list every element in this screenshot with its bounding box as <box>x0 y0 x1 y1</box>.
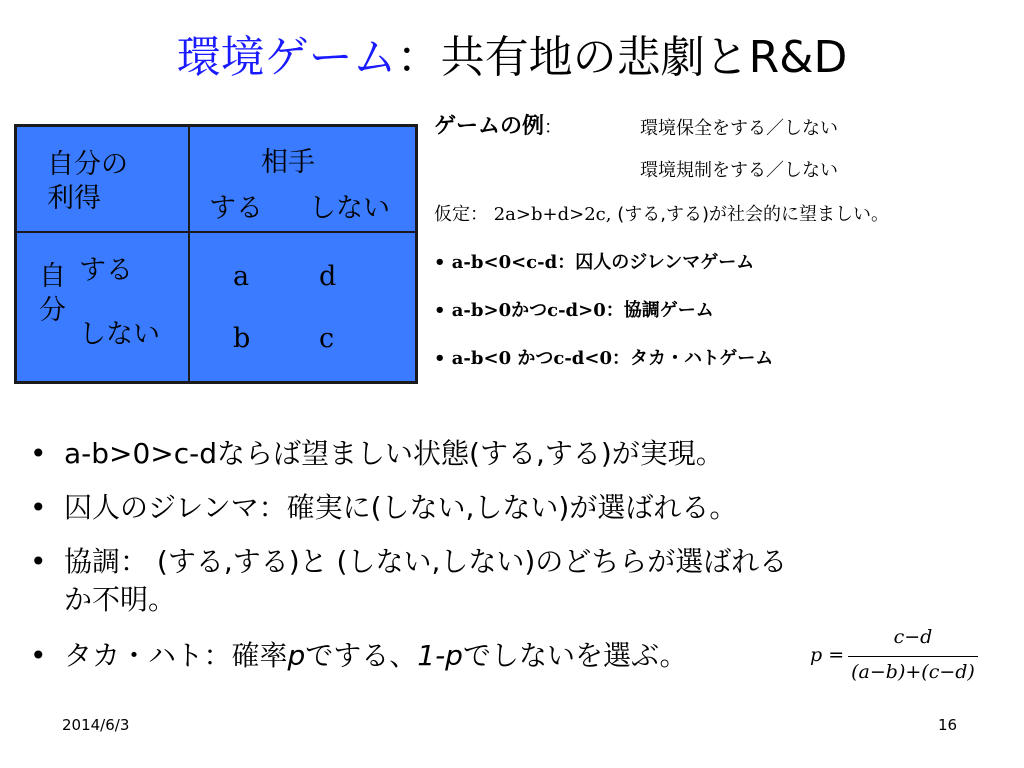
case2-formula2: c-d>0 <box>547 300 606 321</box>
examples-heading-line <box>434 114 562 141</box>
case3-mid: かつ <box>517 348 554 369</box>
opponent-label: 相手 <box>261 147 315 178</box>
examples-heading: ゲームの例 <box>434 114 545 139</box>
cell-dont-do: b <box>233 323 251 354</box>
assumption-line <box>434 202 889 228</box>
col-header-dont: しない <box>309 193 390 224</box>
col-header-do: する <box>209 193 263 224</box>
assumption-label: 仮定： <box>434 204 488 225</box>
probability-formula <box>800 616 990 696</box>
bullet-text: 囚人のジレンマ：確実に(しない,しない)が選ばれる。 <box>64 491 738 524</box>
footer-page-number: 16 <box>938 716 958 734</box>
formula-numerator: c−d <box>893 626 933 648</box>
case1-text: ：囚人のジレンマゲーム <box>557 252 755 273</box>
title-rest: ：共有地の悲劇とR&D <box>396 32 848 83</box>
formula-denominator: (a−b)+(c−d) <box>851 661 975 683</box>
bullet-text: か不明。 <box>64 583 177 616</box>
case2-text: ：協調ゲーム <box>605 300 714 321</box>
row-group-label-2: 分 <box>39 295 66 326</box>
bullet-text: 協調： (する,する)と (しない,しない)のどちらが選ばれる <box>64 545 788 578</box>
assumption-formula: 2a>b+d>2c, <box>493 204 612 225</box>
formula-fraction-bar <box>848 656 978 657</box>
bullet-text-part: でしないを選ぶ。 <box>462 639 688 672</box>
bullet-text <box>64 638 688 674</box>
bullet-dot: • <box>30 437 47 470</box>
bullet-dot: • <box>30 491 47 524</box>
bullet-dot: • <box>30 639 47 672</box>
case-prisoners-dilemma <box>434 250 754 276</box>
row-header-dont: しない <box>79 319 160 350</box>
row-header-do: する <box>79 255 133 286</box>
bullet-dot: • <box>30 545 47 578</box>
case3-formula: • a-b<0 <box>434 348 518 369</box>
cell-do-do: a <box>233 261 250 292</box>
table-horizontal-divider <box>17 231 415 233</box>
case-hawk-dove <box>434 346 773 372</box>
corner-label-line2: 利得 <box>47 183 101 214</box>
formula-lhs: p = <box>810 644 845 666</box>
case1-formula: • a-b<0<c-d <box>434 252 558 273</box>
bullet-text-part: でする、 <box>305 639 418 672</box>
bullet-text-one-minus-p: 1-p <box>417 639 463 672</box>
assumption-text: (する,する)が社会的に望ましい。 <box>617 204 889 225</box>
case-coordination <box>434 298 714 324</box>
bullet-text-part: タカ・ハト：確率 <box>64 639 288 672</box>
bullet-text-p: p <box>287 639 306 672</box>
cell-do-dont: d <box>319 261 337 292</box>
examples-heading-colon: ： <box>544 117 563 138</box>
case2-mid: かつ <box>511 300 548 321</box>
payoff-table <box>14 124 418 384</box>
case3-text: ：タカ・ハトゲーム <box>612 348 774 369</box>
row-group-label-1: 自 <box>39 261 66 292</box>
table-vertical-divider <box>188 127 190 381</box>
slide-title <box>0 28 1024 88</box>
case2-formula: • a-b>0 <box>434 300 512 321</box>
cell-dont-dont: c <box>319 323 335 354</box>
bullet-text: a-b>0>c-dならば望ましい状態(する,する)が実現。 <box>64 437 724 470</box>
footer-date: 2014/6/3 <box>62 716 130 734</box>
example-1: 環境保全をする／しない <box>640 118 838 139</box>
corner-label-line1: 自分の <box>47 149 128 180</box>
case3-formula2: c-d<0 <box>553 348 612 369</box>
example-2: 環境規制をする／しない <box>640 160 838 181</box>
title-highlight: 環境ゲーム <box>176 32 397 83</box>
